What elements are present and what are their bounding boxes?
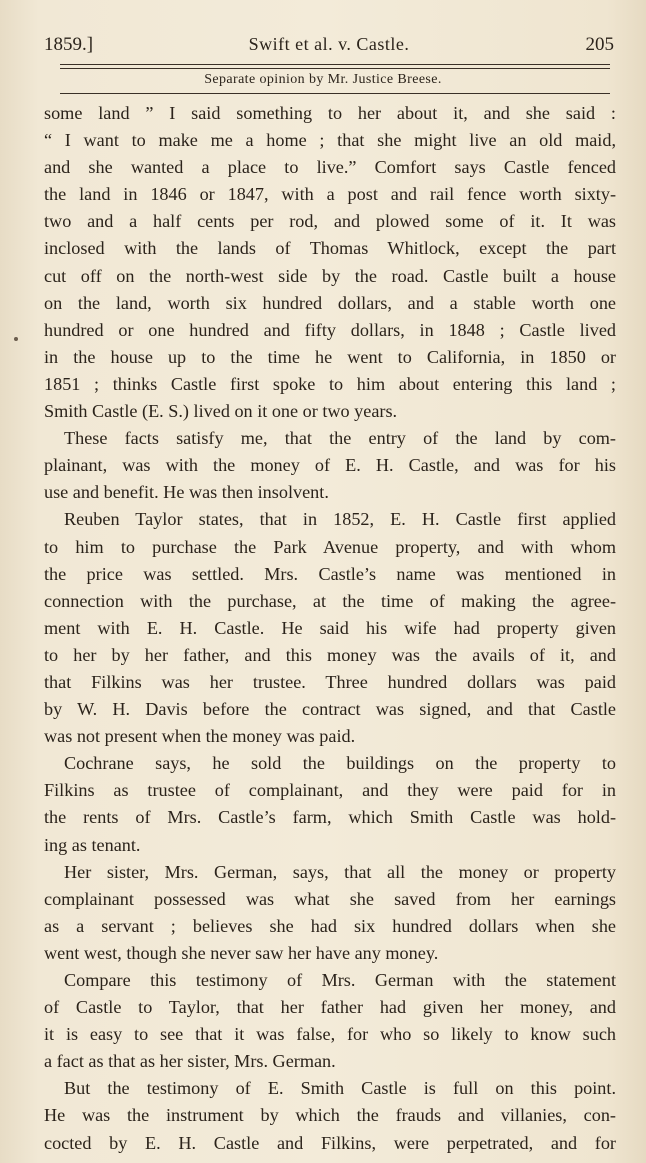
text-line: Reuben Taylor states, that in 1852, E. H. Castle first applied (64, 509, 616, 530)
header-case-title: Swift et al. v. Castle. (248, 34, 410, 54)
text-line: He was the instrument by which the frauds and villanies, con- (44, 1105, 616, 1126)
running-header (44, 34, 614, 62)
text-line: complainant possessed was what she saved from her earnings (44, 888, 616, 909)
text-line: some land ” I said something to her about it, and she said : (44, 103, 616, 123)
opinion-body-text (44, 100, 616, 1157)
text-line: Filkins as trustee of complainant, and they were paid for in (44, 780, 616, 801)
text-line: and she wanted a place to live.” Comfort says Castle fenced (44, 157, 616, 178)
text-line: cut off on the north-west side by the road. Castle built a house (44, 265, 616, 286)
text-line: the rents of Mrs. Castle’s farm, which Smith Castle was hold- (44, 807, 616, 828)
subheader-rule (60, 93, 610, 94)
text-line: the price was settled. Mrs. Castle’s name was mentioned in (44, 563, 616, 584)
text-line: ing as tenant. (44, 834, 141, 855)
text-line: two and a half cents per rod, and plowed some of it. It was (44, 211, 616, 232)
header-double-rule (60, 64, 610, 69)
text-line: was not present when the money was paid. (44, 726, 356, 747)
text-line: use and benefit. He was then insolvent. (44, 482, 329, 503)
text-line: Cochrane says, he sold the buildings on the property to (64, 753, 616, 774)
text-line: as a servant ; believes she had six hundred dollars when she (44, 915, 616, 936)
text-line: 1851 ; thinks Castle first spoke to him about entering this land ; (44, 373, 616, 394)
text-line: Her sister, Mrs. German, says, that all the money or property (64, 861, 616, 882)
text-line: by W. H. Davis before the contract was signed, and that Castle (44, 699, 616, 720)
text-line: plainant, was with the money of E. H. Castle, and was for his (44, 455, 616, 476)
text-line: inclosed with the lands of Thomas Whitlock, except the part (44, 238, 616, 259)
text-line: “ I want to make me a home ; that she might live an old maid, (44, 130, 616, 151)
text-line: a fact as that as her sister, Mrs. German. (44, 1051, 336, 1072)
text-line: cocted by E. H. Castle and Filkins, were perpetrated, and for (44, 1132, 616, 1153)
margin-mark (14, 337, 18, 341)
text-line: the land in 1846 or 1847, with a post and rail fence worth sixty- (44, 184, 616, 205)
text-line: Smith Castle (E. S.) lived on it one or two years. (44, 401, 398, 422)
text-line: went west, though she never saw her have any money. (44, 942, 439, 963)
header-year: 1859.] (44, 34, 94, 55)
page-number: 205 (585, 34, 614, 55)
text-line: in the house up to the time he went to California, in 1850 or (44, 346, 616, 367)
text-line: it is easy to see that it was false, for who so likely to know such (44, 1024, 616, 1045)
text-line: But the testimony of E. Smith Castle is full on this point. (64, 1078, 616, 1099)
text-line: to him to purchase the Park Avenue property, and with whom (44, 536, 616, 557)
text-line: ment with E. H. Castle. He said his wife had property given (44, 617, 616, 638)
text-line: connection with the purchase, at the time of making the agree- (44, 590, 616, 611)
text-line: on the land, worth six hundred dollars, and a stable worth one (44, 292, 616, 313)
text-line: Compare this testimony of Mrs. German with the statement (64, 970, 616, 990)
text-line: to her by her father, and this money was the avails of it, and (44, 644, 616, 665)
opinion-subheader: Separate opinion by Mr. Justice Breese. (204, 72, 442, 87)
text-line: hundred or one hundred and fifty dollars, in 1848 ; Castle lived (44, 319, 616, 340)
text-line: These facts satisfy me, that the entry of the land by com- (64, 428, 616, 449)
text-line: that Filkins was her trustee. Three hundred dollars was paid (44, 671, 616, 692)
text-line: of Castle to Taylor, that her father had given her money, and (44, 997, 616, 1018)
